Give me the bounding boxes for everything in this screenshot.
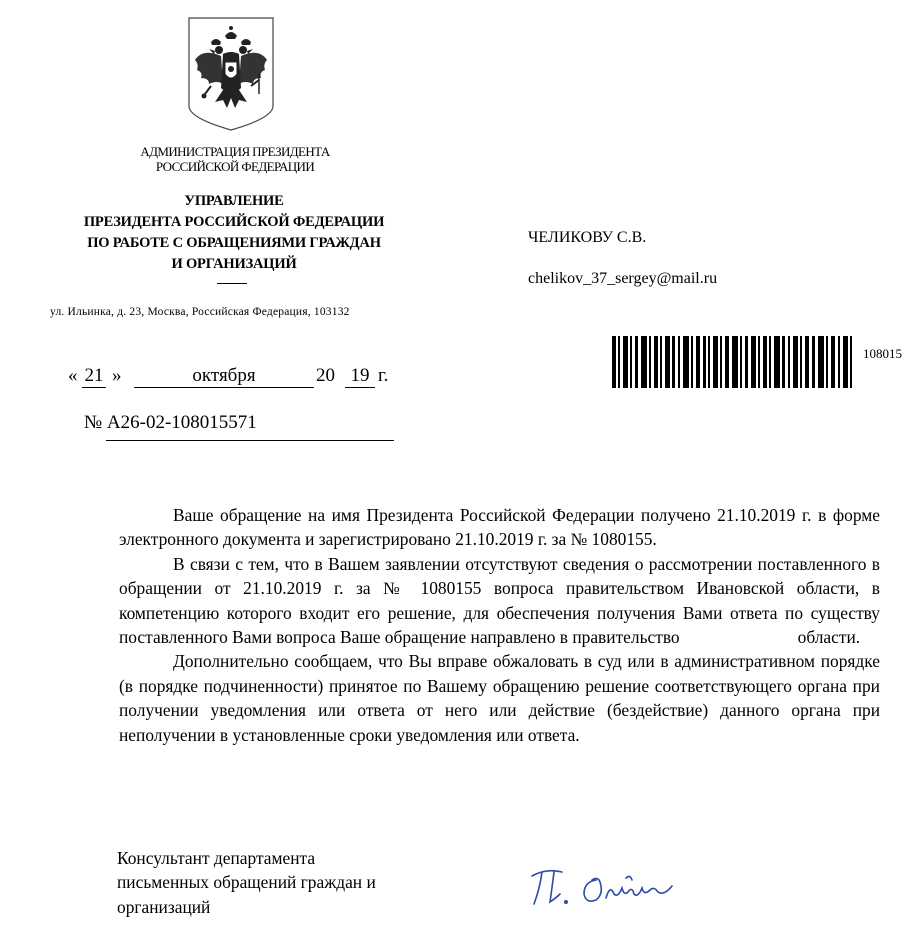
barcode bbox=[612, 336, 852, 388]
registration-value: А26-02-108015571 bbox=[106, 412, 257, 433]
registration-number bbox=[84, 412, 257, 434]
number-sign: № bbox=[84, 412, 103, 433]
letter-body bbox=[119, 503, 880, 747]
handwritten-signature bbox=[526, 858, 696, 914]
body-paragraph-end: области. bbox=[797, 627, 861, 648]
body-paragraph bbox=[119, 552, 880, 650]
org-header-small bbox=[100, 144, 370, 174]
date-close-quote: » bbox=[112, 365, 122, 386]
org-main-line: УПРАВЛЕНИЕ bbox=[184, 193, 284, 209]
registration-underline bbox=[106, 440, 394, 441]
date-year: 19 bbox=[345, 365, 375, 388]
state-emblem-icon bbox=[185, 14, 277, 132]
signer-line: организаций bbox=[117, 896, 211, 917]
barcode-number: 108015 bbox=[863, 346, 902, 361]
body-paragraph: Ваше обращение на имя Президента Российской Федерации получено 21.10.2019 г. в форме электронного документа и зарегистрировано 21.10.2019 г. за № 1080155. bbox=[119, 505, 880, 550]
org-main-line: ПРЕЗИДЕНТА РОССИЙСКОЙ ФЕДЕРАЦИИ bbox=[83, 214, 385, 230]
recipient-name: ЧЕЛИКОВУ С.В. bbox=[528, 229, 647, 246]
date-month: октября bbox=[134, 365, 314, 388]
org-main-line: И ОРГАНИЗАЦИЙ bbox=[171, 256, 297, 272]
signer-block bbox=[117, 846, 376, 919]
date-day: 21 bbox=[82, 365, 106, 388]
org-address: ул. Ильинка, д. 23, Москва, Российская Федерация, 103132 bbox=[50, 306, 350, 318]
org-main-line: ПО РАБОТЕ С ОБРАЩЕНИЯМИ ГРАЖДАН bbox=[87, 235, 381, 251]
header-divider bbox=[217, 283, 247, 284]
date-open-quote: « bbox=[68, 365, 78, 386]
date-suffix: г. bbox=[378, 365, 389, 386]
signer-line: письменных обращений граждан и bbox=[117, 872, 376, 893]
body-paragraph: Дополнительно сообщаем, что Вы вправе обжаловать в суд или в административном порядке (в порядке подчиненности) принятое по Вашему обращению решение соответствующего органа при получении уведомления или ответа от него или действие (бездействие) данного органа при неполучении в установленные сроки уведомления или ответа. bbox=[119, 651, 880, 745]
body-paragraph-text: В связи с тем, что в Вашем заявлении отсутствуют сведения о рассмотрении поставленного в обращении от 21.10.2019 г. за № 1080155 вопроса правительством Ивановской области, в компетенцию которого входит его решение, для обеспечения получения Вами ответа по существу поставленного Вами вопроса Ваше обращение направлено в правительство bbox=[119, 553, 880, 648]
org-small-line: АДМИНИСТРАЦИЯ ПРЕЗИДЕНТА bbox=[140, 144, 330, 159]
recipient-email: chelikov_37_sergey@mail.ru bbox=[528, 270, 718, 287]
signer-line: Консультант департамента bbox=[117, 848, 316, 868]
org-small-line: РОССИЙСКОЙ ФЕДЕРАЦИИ bbox=[155, 159, 315, 174]
date-century: 20 bbox=[316, 365, 335, 386]
org-header-main bbox=[40, 191, 428, 275]
